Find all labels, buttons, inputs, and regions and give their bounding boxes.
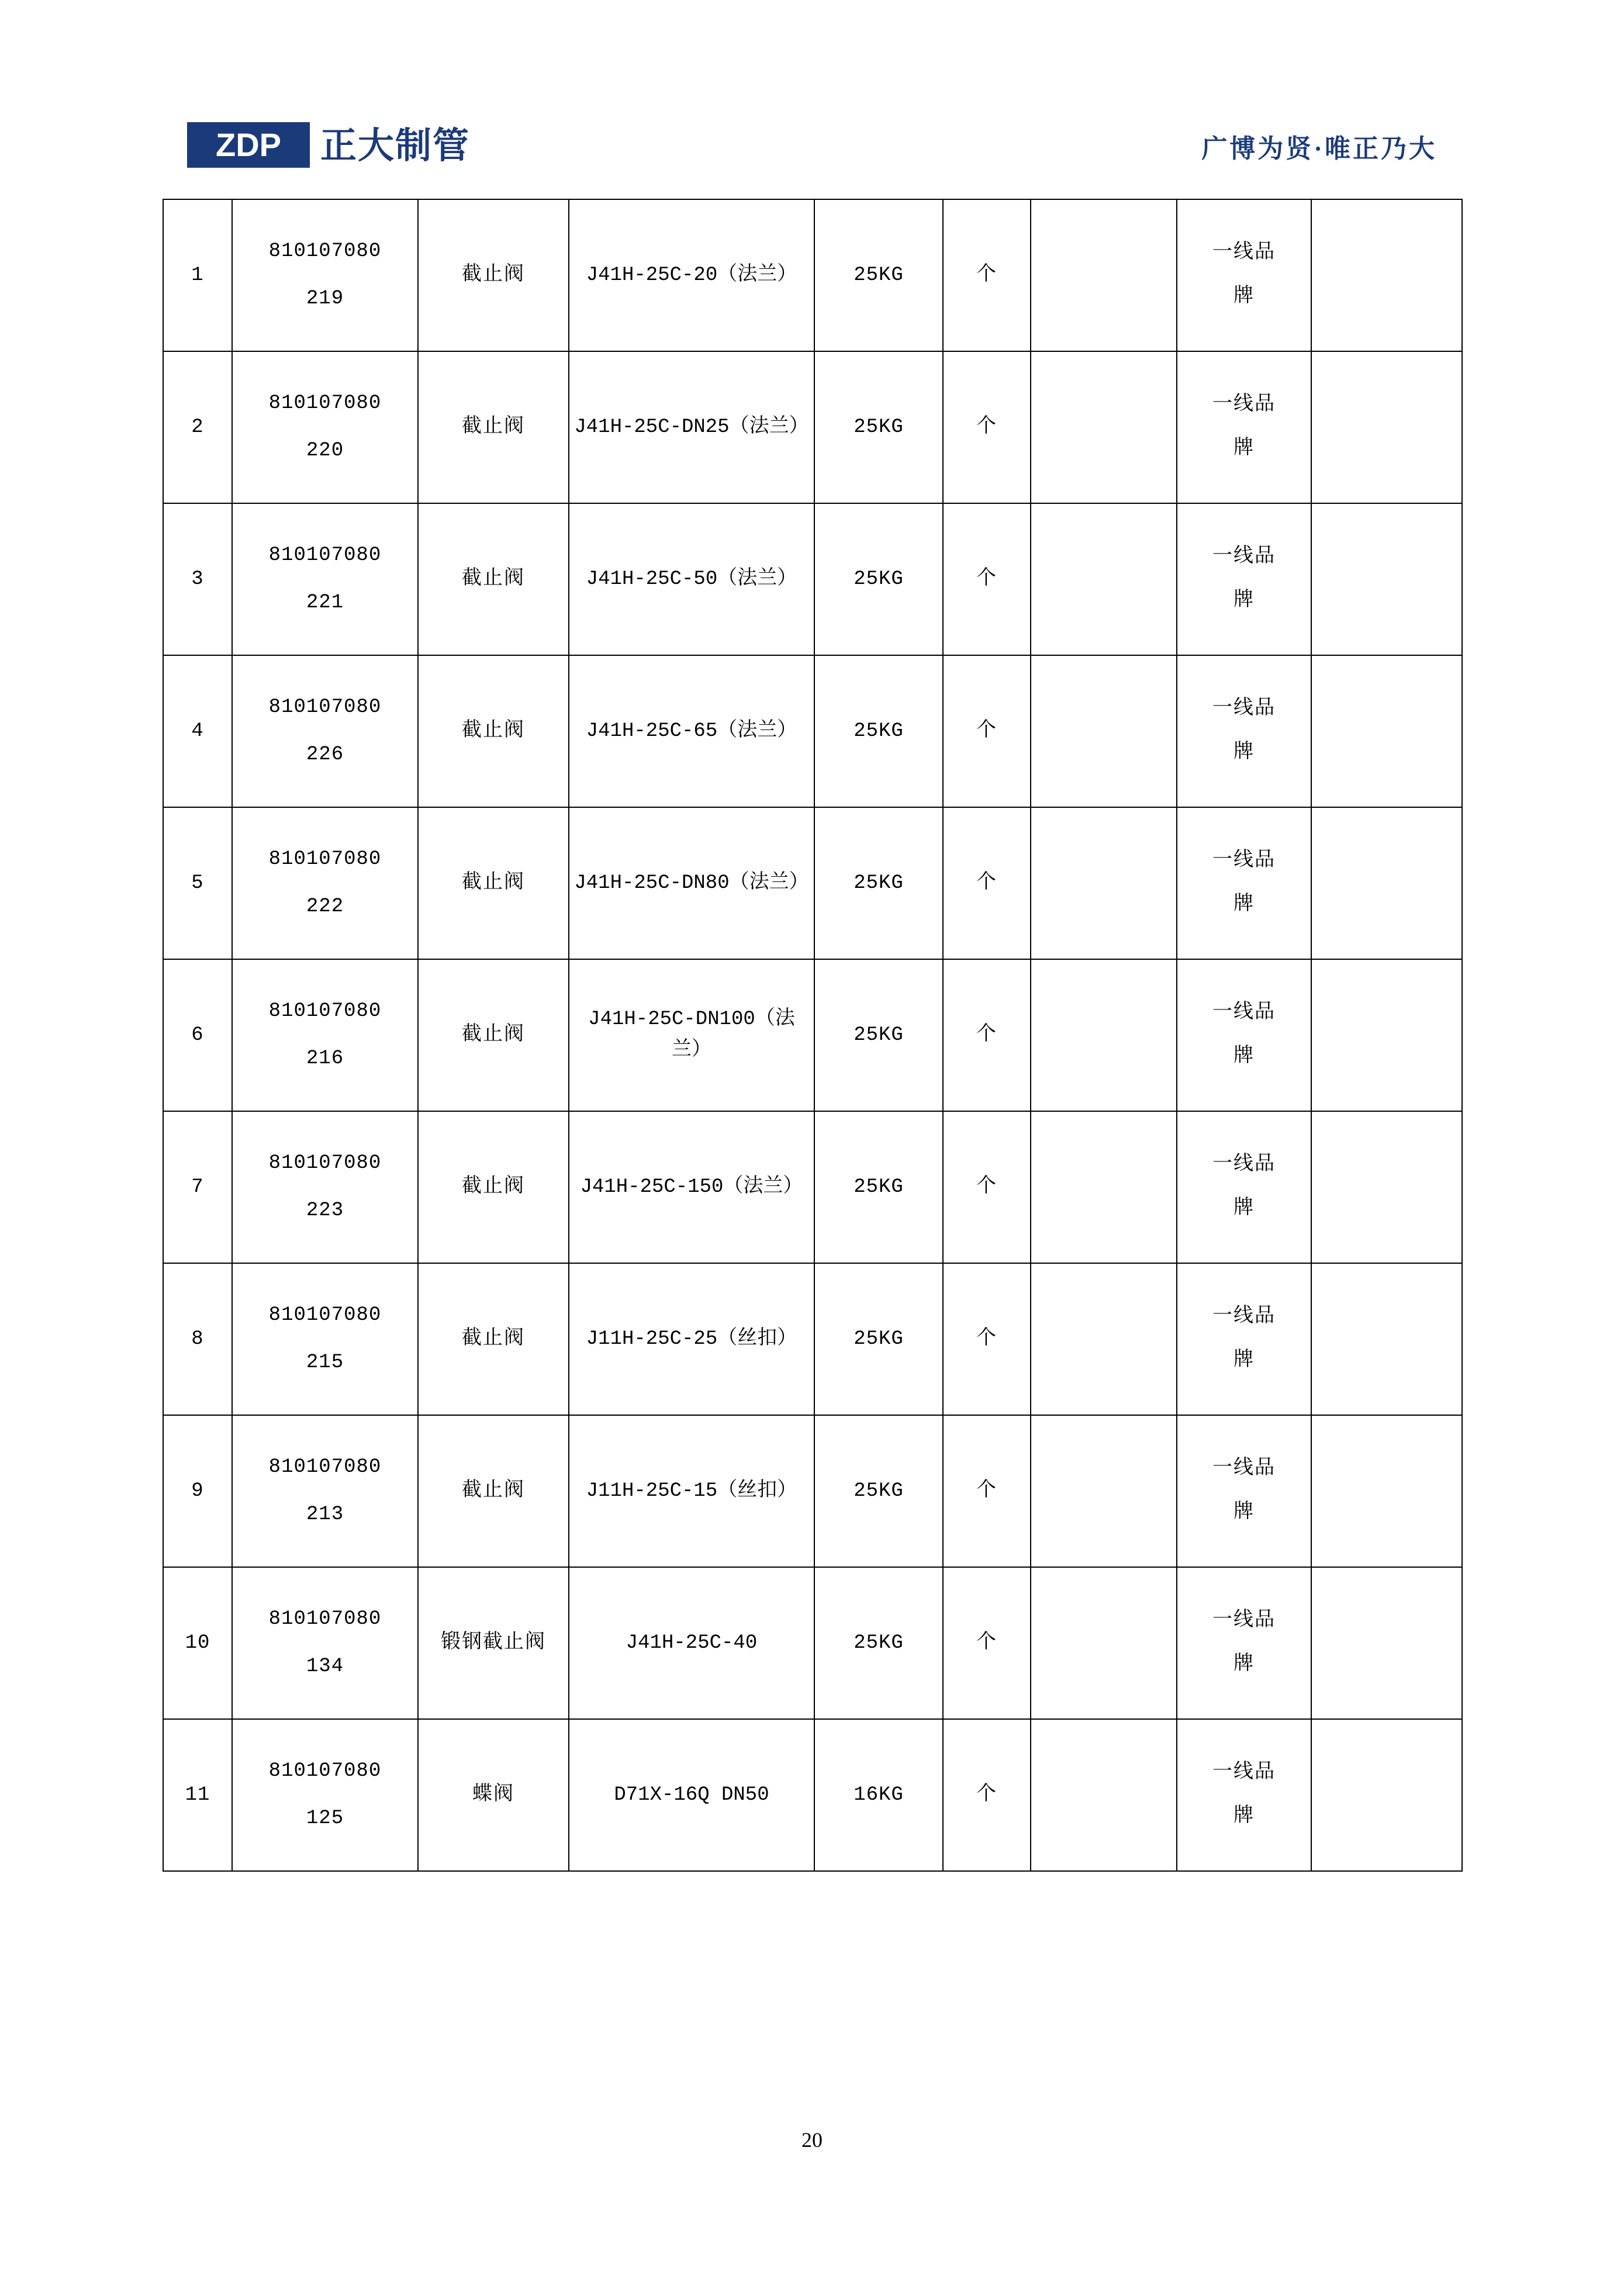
cell-code: 810107080 223 — [232, 1111, 418, 1263]
cell-name: 截止阀 — [418, 351, 569, 503]
cell-pressure: 25KG — [814, 351, 943, 503]
cell-qty — [1031, 807, 1177, 959]
cell-unit: 个 — [943, 503, 1031, 655]
cell-unit: 个 — [943, 655, 1031, 807]
cell-name: 截止阀 — [418, 1263, 569, 1415]
table-row — [163, 1567, 1462, 1719]
company-slogan: 广博为贤·唯正乃大 — [1201, 134, 1437, 163]
cell-qty — [1031, 959, 1177, 1111]
table-row — [163, 959, 1462, 1111]
zdp-logo-icon — [187, 122, 310, 171]
cell-index: 10 — [163, 1567, 232, 1719]
cell-unit: 个 — [943, 807, 1031, 959]
cell-unit: 个 — [943, 1415, 1031, 1567]
cell-brand: 一线品 牌 — [1177, 1415, 1311, 1567]
cell-qty — [1031, 1415, 1177, 1567]
cell-unit: 个 — [943, 199, 1031, 351]
company-name: 正大制管 — [320, 126, 471, 166]
cell-pressure: 25KG — [814, 503, 943, 655]
cell-brand: 一线品 牌 — [1177, 1719, 1311, 1871]
cell-name: 截止阀 — [418, 807, 569, 959]
cell-pressure: 25KG — [814, 199, 943, 351]
cell-brand: 一线品 牌 — [1177, 351, 1311, 503]
cell-note — [1311, 503, 1462, 655]
table-row — [163, 503, 1462, 655]
page-number: 20 — [801, 2128, 823, 2152]
cell-brand: 一线品 牌 — [1177, 503, 1311, 655]
cell-note — [1311, 199, 1462, 351]
cell-unit: 个 — [943, 1111, 1031, 1263]
cell-spec: J41H-25C-DN80（法兰） — [569, 807, 814, 959]
cell-index: 11 — [163, 1719, 232, 1871]
materials-table — [163, 199, 1463, 1872]
cell-brand: 一线品 牌 — [1177, 807, 1311, 959]
cell-code: 810107080 219 — [232, 199, 418, 351]
cell-spec: J41H-25C-150（法兰） — [569, 1111, 814, 1263]
table-row — [163, 351, 1462, 503]
cell-qty — [1031, 1111, 1177, 1263]
cell-brand: 一线品 牌 — [1177, 1263, 1311, 1415]
cell-name: 截止阀 — [418, 655, 569, 807]
cell-pressure: 25KG — [814, 1111, 943, 1263]
table-body — [163, 199, 1462, 1871]
cell-brand: 一线品 牌 — [1177, 1111, 1311, 1263]
cell-pressure: 25KG — [814, 807, 943, 959]
cell-pressure: 25KG — [814, 1263, 943, 1415]
cell-spec: J11H-25C-25（丝扣） — [569, 1263, 814, 1415]
table-row — [163, 199, 1462, 351]
cell-spec: J41H-25C-65（法兰） — [569, 655, 814, 807]
cell-qty — [1031, 1263, 1177, 1415]
cell-qty — [1031, 1567, 1177, 1719]
cell-pressure: 25KG — [814, 959, 943, 1111]
cell-name: 蝶阀 — [418, 1719, 569, 1871]
cell-index: 7 — [163, 1111, 232, 1263]
cell-note — [1311, 351, 1462, 503]
cell-note — [1311, 655, 1462, 807]
cell-code: 810107080 134 — [232, 1567, 418, 1719]
cell-index: 4 — [163, 655, 232, 807]
table-row — [163, 1111, 1462, 1263]
cell-unit: 个 — [943, 351, 1031, 503]
cell-code: 810107080 221 — [232, 503, 418, 655]
cell-note — [1311, 807, 1462, 959]
table-row — [163, 655, 1462, 807]
cell-qty — [1031, 1719, 1177, 1871]
cell-note — [1311, 1415, 1462, 1567]
cell-name: 截止阀 — [418, 1111, 569, 1263]
cell-note — [1311, 1567, 1462, 1719]
cell-pressure: 25KG — [814, 655, 943, 807]
cell-pressure: 25KG — [814, 1567, 943, 1719]
cell-name: 截止阀 — [418, 1415, 569, 1567]
table-row — [163, 1415, 1462, 1567]
cell-name: 截止阀 — [418, 959, 569, 1111]
cell-note — [1311, 1263, 1462, 1415]
cell-index: 1 — [163, 199, 232, 351]
cell-qty — [1031, 351, 1177, 503]
cell-pressure: 16KG — [814, 1719, 943, 1871]
cell-code: 810107080 216 — [232, 959, 418, 1111]
cell-code: 810107080 215 — [232, 1263, 418, 1415]
cell-spec: J41H-25C-DN100（法兰） — [569, 959, 814, 1111]
cell-index: 5 — [163, 807, 232, 959]
cell-code: 810107080 226 — [232, 655, 418, 807]
cell-code: 810107080 222 — [232, 807, 418, 959]
cell-unit: 个 — [943, 959, 1031, 1111]
cell-name: 截止阀 — [418, 503, 569, 655]
cell-spec: D71X-16Q DN50 — [569, 1719, 814, 1871]
cell-code: 810107080 125 — [232, 1719, 418, 1871]
cell-brand: 一线品 牌 — [1177, 1567, 1311, 1719]
cell-name: 截止阀 — [418, 199, 569, 351]
cell-index: 6 — [163, 959, 232, 1111]
cell-index: 8 — [163, 1263, 232, 1415]
cell-index: 3 — [163, 503, 232, 655]
cell-qty — [1031, 199, 1177, 351]
table-row — [163, 1263, 1462, 1415]
cell-note — [1311, 959, 1462, 1111]
cell-qty — [1031, 655, 1177, 807]
table-row — [163, 1719, 1462, 1871]
cell-brand: 一线品 牌 — [1177, 959, 1311, 1111]
cell-spec: J41H-25C-50（法兰） — [569, 503, 814, 655]
cell-unit: 个 — [943, 1567, 1031, 1719]
cell-name: 锻钢截止阀 — [418, 1567, 569, 1719]
cell-spec: J11H-25C-15（丝扣） — [569, 1415, 814, 1567]
svg-text:ZDP: ZDP — [216, 126, 281, 163]
cell-spec: J41H-25C-40 — [569, 1567, 814, 1719]
cell-note — [1311, 1111, 1462, 1263]
page-header — [187, 114, 1437, 178]
company-logo — [187, 122, 470, 171]
cell-index: 9 — [163, 1415, 232, 1567]
table-row — [163, 807, 1462, 959]
cell-brand: 一线品 牌 — [1177, 199, 1311, 351]
cell-unit: 个 — [943, 1263, 1031, 1415]
cell-note — [1311, 1719, 1462, 1871]
cell-spec: J41H-25C-DN25（法兰） — [569, 351, 814, 503]
cell-qty — [1031, 503, 1177, 655]
cell-brand: 一线品 牌 — [1177, 655, 1311, 807]
cell-spec: J41H-25C-20（法兰） — [569, 199, 814, 351]
cell-code: 810107080 220 — [232, 351, 418, 503]
cell-unit: 个 — [943, 1719, 1031, 1871]
cell-pressure: 25KG — [814, 1415, 943, 1567]
cell-code: 810107080 213 — [232, 1415, 418, 1567]
cell-index: 2 — [163, 351, 232, 503]
